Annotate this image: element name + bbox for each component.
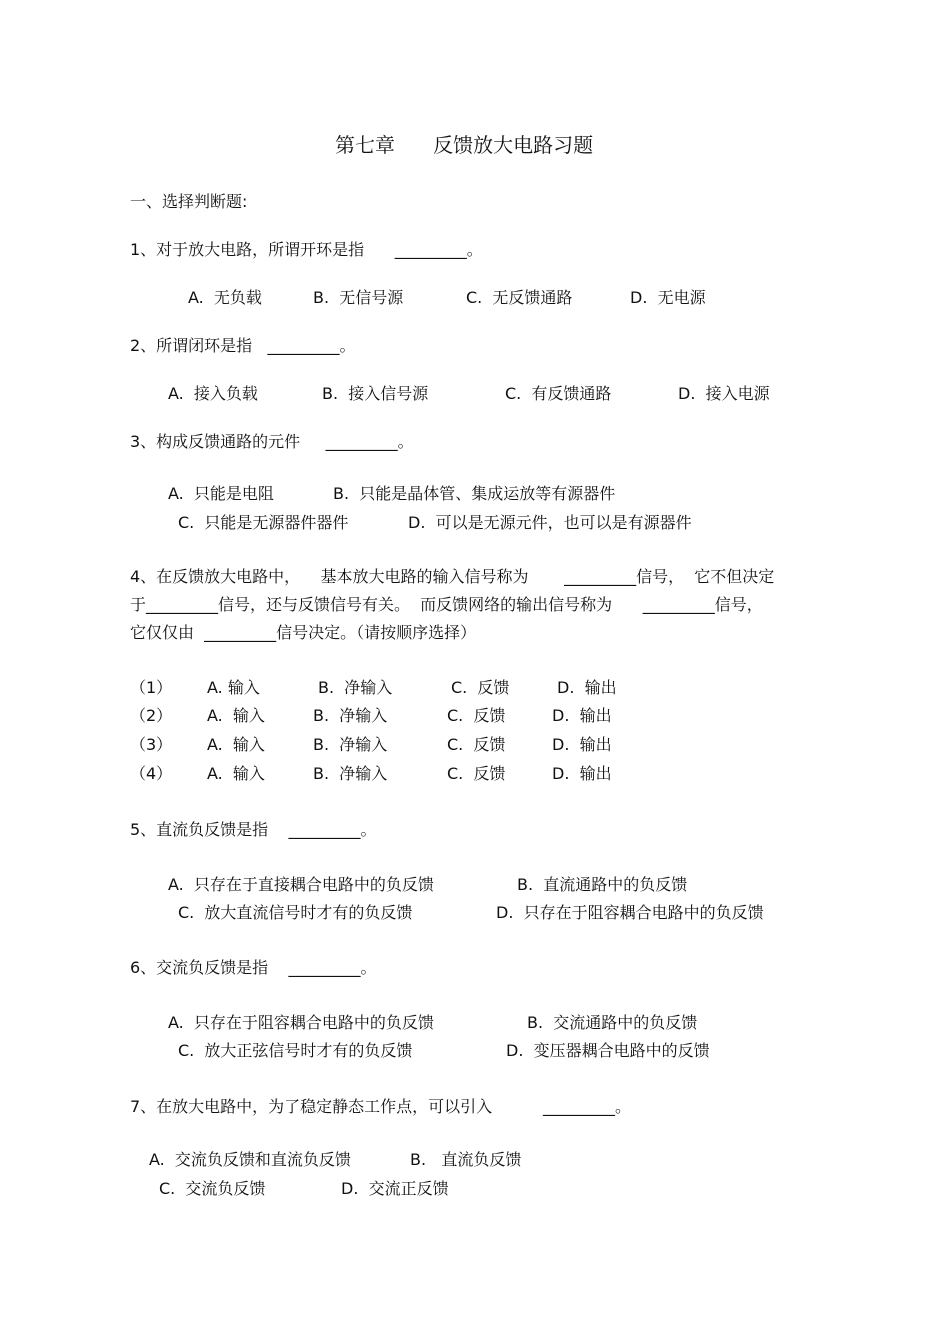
question-2-option-c: C. 有反馈通路 xyxy=(505,384,612,403)
question-4-row-1-option-d: D. 输出 xyxy=(557,678,617,697)
question-3-option-c: C. 只能是无源器件器件 xyxy=(178,513,349,532)
question-2-option-d: D. 接入电源 xyxy=(678,384,770,403)
question-2-option-b: B. 接入信号源 xyxy=(322,384,429,403)
question-5-option-a: A. 只存在于直接耦合电路中的负反馈 xyxy=(168,875,434,894)
question-4-row-4-option-c: C. 反馈 xyxy=(447,764,506,783)
question-4-row-4-option-d: D. 输出 xyxy=(552,764,612,783)
question-4-row-3-option-b: B. 净输入 xyxy=(313,735,388,754)
question-4-row-1-option-a: A. 输入 xyxy=(207,678,260,697)
question-4-row-2-option-b: B. 净输入 xyxy=(313,706,388,725)
question-1-option-c: C. 无反馈通路 xyxy=(466,288,573,307)
question-7-option-b: B. 直流负反馈 xyxy=(410,1150,522,1169)
question-4-row-2-option-d: D. 输出 xyxy=(552,706,612,725)
question-3-option-a: A. 只能是电阻 xyxy=(168,484,274,503)
question-4-line-1: 4、在反馈放大电路中， 基本放大电路的输入信号称为 _________信号， 它不但决定 xyxy=(130,567,775,586)
question-3-stem: 3、构成反馈通路的元件 _________。 xyxy=(130,432,414,451)
question-4-row-1-option-b: B. 净输入 xyxy=(318,678,393,697)
question-4-row-4-option-b: B. 净输入 xyxy=(313,764,388,783)
question-4-row-2-option-c: C. 反馈 xyxy=(447,706,506,725)
question-7-stem: 7、在放大电路中，为了稳定静态工作点，可以引入 _________。 xyxy=(130,1097,632,1116)
question-6-option-a: A. 只存在于阻容耦合电路中的负反馈 xyxy=(168,1013,434,1032)
question-4-line-3: 它仅仅由 _________信号决定。（请按顺序选择） xyxy=(130,623,477,642)
question-1-option-d: D. 无电源 xyxy=(630,288,706,307)
question-1-option-a: A. 无负载 xyxy=(188,288,262,307)
question-1-stem: 1、对于放大电路，所谓开环是指 _________。 xyxy=(130,240,483,259)
question-5-option-d: D. 只存在于阻容耦合电路中的负反馈 xyxy=(496,903,764,922)
question-5-option-c: C. 放大直流信号时才有的负反馈 xyxy=(178,903,413,922)
question-4-row-3-option-c: C. 反馈 xyxy=(447,735,506,754)
question-4-row-4-option-a: A. 输入 xyxy=(207,764,265,783)
question-4-row-1-option-c: C. 反馈 xyxy=(451,678,510,697)
question-6-option-d: D. 变压器耦合电路中的反馈 xyxy=(506,1041,710,1060)
question-1-option-b: B. 无信号源 xyxy=(313,288,404,307)
question-4-row-3-option-a: A. 输入 xyxy=(207,735,265,754)
question-4-row-3-option-d: D. 输出 xyxy=(552,735,612,754)
question-7-option-c: C. 交流负反馈 xyxy=(159,1179,266,1198)
question-5-option-b: B. 直流通路中的负反馈 xyxy=(517,875,688,894)
question-3-option-b: B. 只能是晶体管、集成运放等有源器件 xyxy=(333,484,616,503)
question-6-stem: 6、交流负反馈是指 _________。 xyxy=(130,958,377,977)
question-4-row-2-option-a: A. 输入 xyxy=(207,706,265,725)
question-2-stem: 2、所谓闭环是指 _________。 xyxy=(130,336,356,355)
page-title: 第七章 反馈放大电路习题 xyxy=(335,133,594,157)
question-7-option-d: D. 交流正反馈 xyxy=(341,1179,449,1198)
question-6-option-b: B. 交流通路中的负反馈 xyxy=(527,1013,698,1032)
section-heading: 一、选择判断题: xyxy=(130,192,248,211)
question-4-row-1-number: （1） xyxy=(130,678,173,697)
question-5-stem: 5、直流负反馈是指 _________。 xyxy=(130,820,377,839)
question-4-line-2: 于_________信号，还与反馈信号有关。 而反馈网络的输出信号称为 _________信号， xyxy=(130,595,763,614)
question-3-option-d: D. 可以是无源元件，也可以是有源器件 xyxy=(408,513,692,532)
question-4-row-3-number: （3） xyxy=(130,735,173,754)
question-7-option-a: A. 交流负反馈和直流负反馈 xyxy=(149,1150,351,1169)
question-4-row-4-number: （4） xyxy=(130,764,173,783)
question-2-option-a: A. 接入负载 xyxy=(168,384,258,403)
question-4-row-2-number: （2） xyxy=(130,706,173,725)
question-6-option-c: C. 放大正弦信号时才有的负反馈 xyxy=(178,1041,413,1060)
